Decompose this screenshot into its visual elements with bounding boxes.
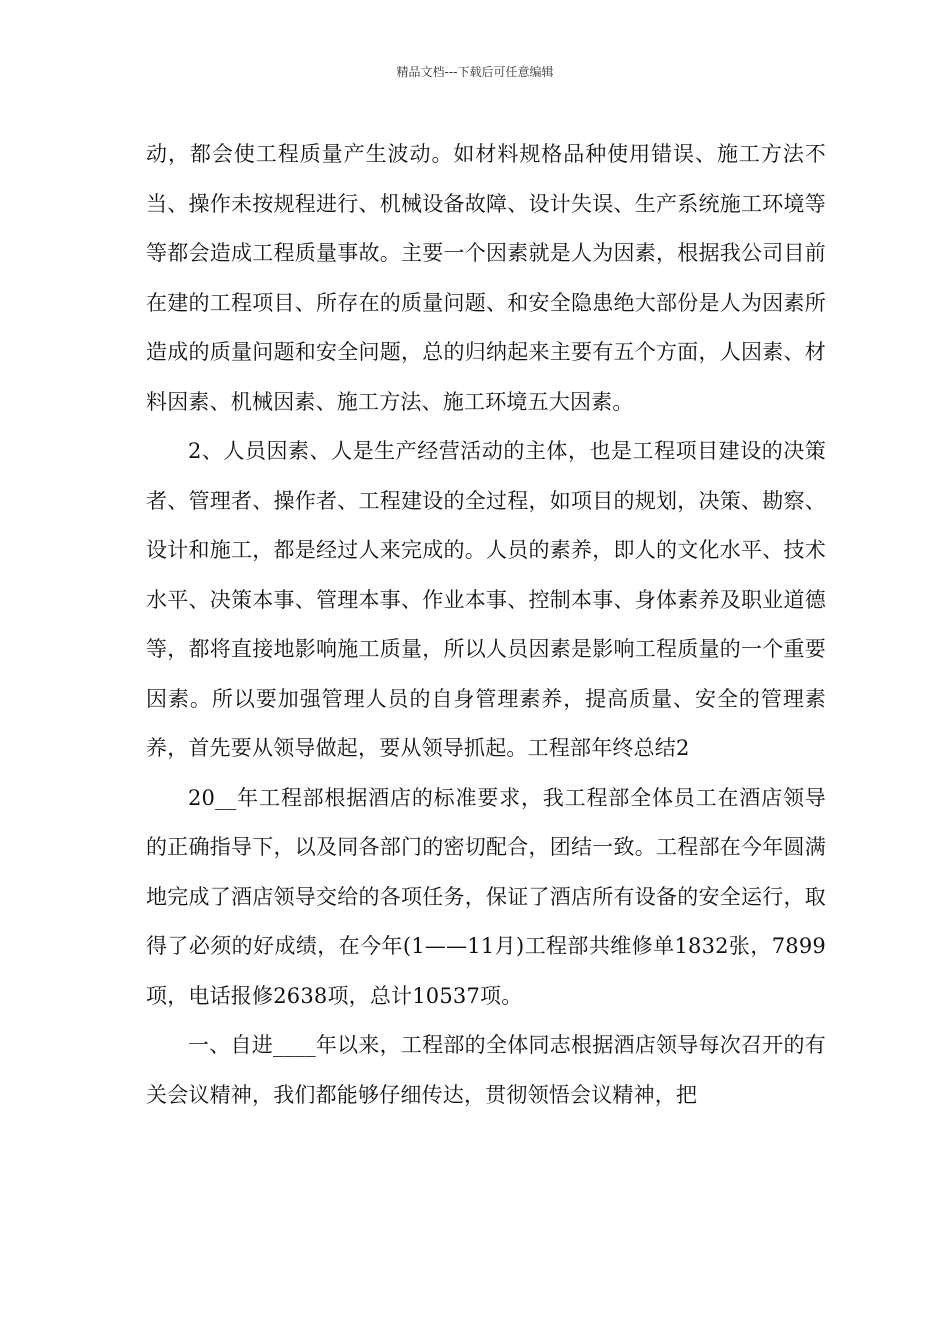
paragraph-annual-summary: 20__年工程部根据酒店的标准要求，我工程部全体员工在酒店领导的正确指导下，以及同各部门的密切配合，团结一致。工程部在今年圆满地完成了酒店领导交给的各项任务，保证了酒店所有设备的安全运行，取得了必须的好成绩，在今年(1——11月)工程部共维修单1832张，7899项，电话报修2638项，总计10537项。 bbox=[146, 785, 826, 1008]
paragraph-continuation: 动，都会使工程质量产生波动。如材料规格品种使用错误、施工方法不当、操作未按规程进行、机械设备故障、设计失误、生产系统施工环境等等都会造成工程质量事故。主要一个因素就是人为因素，根据我公司目前在建的工程项目、所存在的质量问题、和安全隐患绝大部份是人为因素所造成的质量问题和安全问题，总的归纳起来主要有五个方面，人因素、材料因素、机械因素、施工方法、施工环境五大因素。 bbox=[146, 142, 826, 414]
paragraph-personnel-factors: 2、人员因素、人是生产经营活动的主体，也是工程项目建设的决策者、管理者、操作者、工程建设的全过程，如项目的规划，决策、勘察、设计和施工，都是经过人来完成的。人员的素养，即人的文化水平、技术水平、决策本事、管理本事、作业本事、控制本事、身体素养及职业道德等，都将直接地影响施工质量，所以人员因素是影响工程质量的一个重要因素。所以要加强管理人员的自身管理素养，提高质量、安全的管理素养，首先要从领导做起，要从领导抓起。工程部年终总结2 bbox=[146, 439, 826, 760]
paragraph-section-one: 一、自进____年以来，工程部的全体同志根据酒店领导每次召开的有关会议精神，我们都能够仔细传达，贯彻领悟会议精神，把 bbox=[146, 1033, 826, 1107]
document-body bbox=[146, 130, 826, 1120]
page-header: 精品文档---下载后可任意编辑 bbox=[396, 65, 554, 79]
